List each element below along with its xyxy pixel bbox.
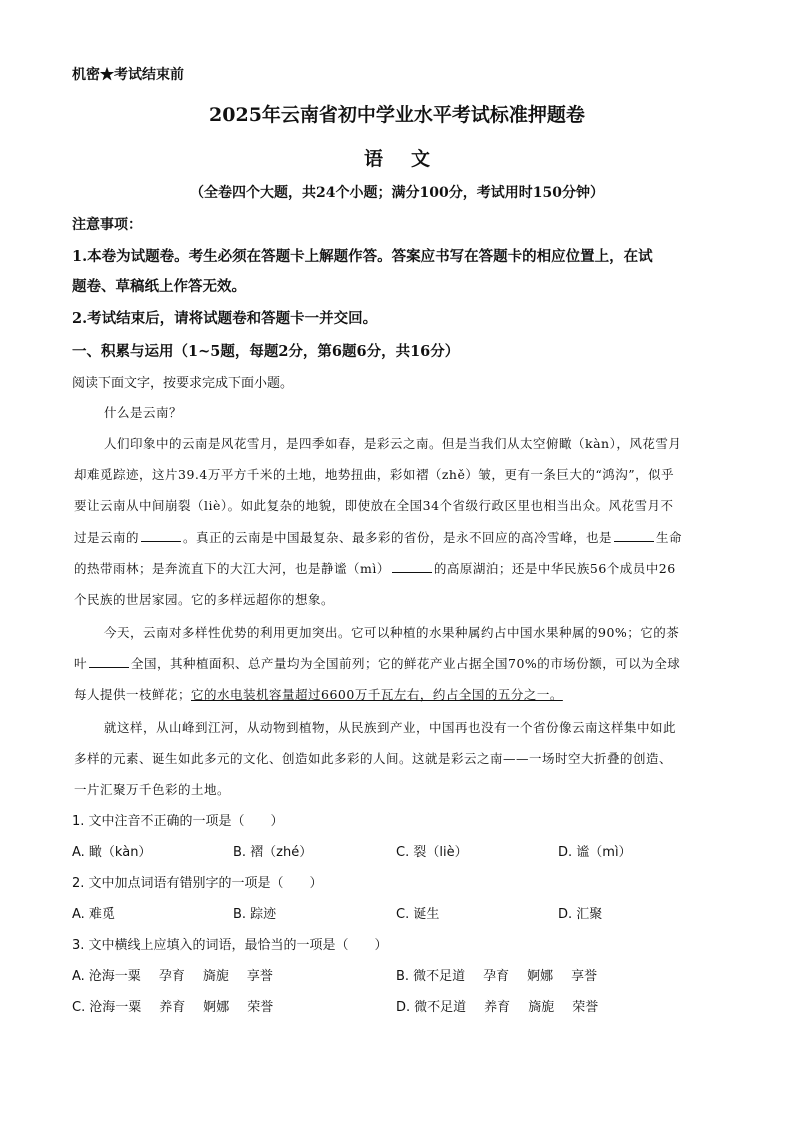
question-3-option-c — [72, 996, 291, 1015]
passage-text: 每人提供一枝鲜花； — [74, 687, 192, 702]
question-1-option-a: A. 瞰（kàn） — [72, 845, 152, 860]
question-3-option-a — [72, 965, 291, 984]
passage-p3-line-2: 多样的元素、诞生如此多元的文化、创造如此多彩的人间。这就是彩云之南——一场时空大折叠的创造、 — [74, 751, 673, 766]
option-word: 婀娜 — [203, 1000, 230, 1015]
question-1-option-c: C. 裂（liè） — [396, 845, 468, 860]
note-line-1: 1.本卷为试题卷。考生必须在答题卡上解题作答。答案应书写在答题卡的相应位置上，在试 — [72, 248, 653, 265]
option-word: 微不足道 — [413, 969, 466, 984]
confidential-label: 机密★考试结束前 — [72, 67, 184, 83]
option-word: 婀娜 — [527, 969, 554, 984]
passage-p1-line-2: 却难觅踪迹，这片39.4万平方千米的土地，地势扭曲，彩如褶（zhě）皱，更有一条巨大的“鸿沟”，似乎 — [74, 467, 675, 482]
question-3-option-d — [396, 996, 616, 1015]
fill-blank-2 — [614, 531, 654, 542]
passage-p1-line-4 — [74, 528, 682, 546]
notes-heading: 注意事项： — [72, 217, 142, 233]
passage-p1-line-5 — [74, 559, 676, 577]
passage-p1-line-1: 人们印象中的云南是风花雪月，是四季如春，是彩云之南。但是当我们从太空俯瞰（kàn），风花雪月 — [104, 436, 682, 451]
option-word: 荣誉 — [247, 1000, 274, 1015]
question-2-option-c: C. 诞生 — [396, 907, 440, 922]
option-letter: A. — [72, 969, 85, 984]
question-3-stem: 3. 文中横线上应填入的词语，最恰当的一项是（ ） — [72, 938, 388, 953]
passage-p2-line-2 — [74, 654, 680, 672]
passage-text: 全国，其种植面积、总产量均为全国前列；它的鲜花产业占据全国70%的市场份额，可以为全球 — [131, 656, 681, 671]
passage-p1-line-3: 要让云南从中间崩裂（liè）。如此复杂的地貌，即使放在全国34个省级行政区里也相当出众。风花雪月不 — [74, 498, 674, 513]
option-word: 沧海一粟 — [89, 1000, 142, 1015]
option-word: 养育 — [484, 1000, 511, 1015]
question-2-option-a: A. 难觅 — [72, 907, 115, 922]
option-word: 享誉 — [246, 969, 273, 984]
option-letter: C. — [72, 1000, 86, 1015]
fill-blank-3 — [392, 562, 432, 573]
option-word: 微不足道 — [414, 1000, 467, 1015]
option-word: 荣誉 — [572, 1000, 599, 1015]
option-letter: B. — [396, 969, 410, 984]
passage-p3-line-1: 就这样，从山峰到江河，从动物到植物，从民族到产业，中国再也没有一个省份像云南这样集中如此 — [104, 720, 677, 735]
exam-title: 2025年云南省初中学业水平考试标准押题卷 — [209, 104, 585, 126]
fill-blank-1 — [141, 531, 181, 542]
option-word: 沧海一粟 — [88, 969, 141, 984]
passage-text: 。真正的云南是中国最复杂、最多彩的省份，是永不回应的高冷雪峰，也是 — [183, 530, 613, 545]
section-title: 一、积累与运用（1~5题，每题2分，第6题6分，共16分） — [72, 343, 460, 360]
passage-text: 过是云南的 — [74, 530, 140, 545]
fill-blank-4 — [89, 657, 129, 668]
passage-title: 什么是云南？ — [104, 405, 183, 420]
passage-p2-line-3 — [74, 685, 563, 703]
passage-p2-line-1: 今天，云南对多样性优势的利用更加突出。它可以种植的水果种属约占中国水果种属的90%；它的茶 — [104, 625, 680, 640]
question-2-stem: 2. 文中加点词语有错别字的一项是（ ） — [72, 876, 323, 891]
option-word: 享誉 — [571, 969, 598, 984]
passage-text: 的热带雨林；是奔流直下的大江大河，也是静谧（mì） — [74, 561, 390, 576]
option-word: 孕育 — [158, 969, 185, 984]
question-2-option-d: D. 汇聚 — [558, 907, 603, 922]
question-1-stem: 1. 文中注音不正确的一项是（ ） — [72, 814, 284, 829]
passage-text: 生命 — [656, 530, 683, 545]
passage-text: 的高原湖泊；还是中华民族56个成员中26 — [433, 561, 676, 576]
option-word: 孕育 — [483, 969, 510, 984]
note-line-3: 2.考试结束后，请将试题卷和答题卡一并交回。 — [72, 310, 378, 327]
question-1-option-d: D. 谧（mì） — [558, 845, 632, 860]
subject-title: 语文 — [363, 148, 458, 170]
passage-p1-line-6: 个民族的世居家园。它的多样远超你的想象。 — [74, 592, 335, 607]
exam-info: （全卷四个大题，共24个小题；满分100分，考试用时150分钟） — [190, 185, 604, 201]
question-2-option-b: B. 踪迹 — [233, 907, 277, 922]
option-letter: D. — [396, 1000, 411, 1015]
passage-text: 叶 — [74, 656, 88, 671]
section-instruction: 阅读下面文字，按要求完成下面小题。 — [72, 376, 294, 391]
question-1-option-b: B. 褶（zhé） — [233, 845, 313, 860]
option-word: 旖旎 — [528, 1000, 555, 1015]
note-line-2: 题卷、草稿纸上作答无效。 — [72, 278, 246, 295]
option-word: 旖旎 — [202, 969, 229, 984]
passage-p3-line-3: 一片汇聚万千色彩的土地。 — [74, 782, 231, 797]
underlined-sentence: 它的水电装机容量超过6600万千瓦左右，约占全国的五分之一。 — [191, 687, 563, 702]
question-3-option-b — [396, 965, 615, 984]
option-word: 养育 — [159, 1000, 186, 1015]
